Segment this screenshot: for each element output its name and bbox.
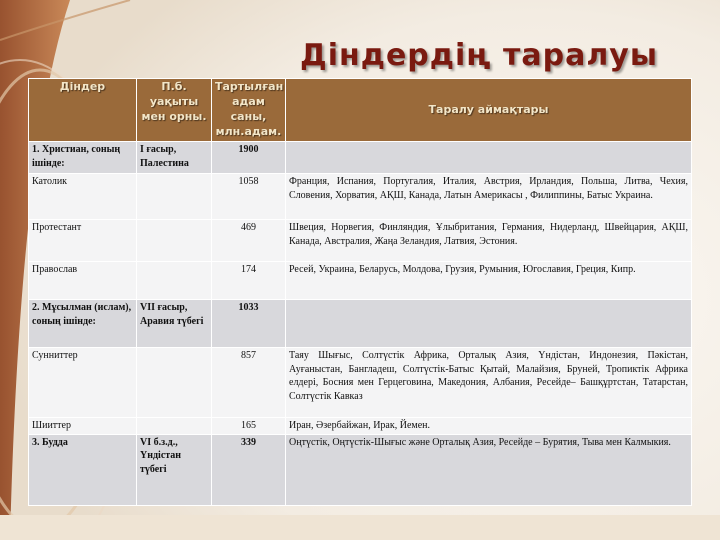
cell-regions: Таяу Шығыс, Солтүстік Африка, Орталық Азия, Үндістан, Индонезия, Пәкістан, Ауғаныстан, Бангладеш, Солтүстік-Батыс Қытай, Малайзия, Бруней, Тропиктік Африка елдері, Босния мен Герцеговина, Македония, Албания, Ресейде– Башқұртстан, Татарстан, Солтүстік Кавказ	[286, 348, 692, 418]
cell-origin	[137, 262, 212, 300]
cell-religion: Сунниттер	[29, 348, 137, 418]
cell-religion: Шииттер	[29, 418, 137, 435]
table-row	[29, 174, 692, 220]
cell-origin: VI б.з.д., Үндістан түбегі	[137, 434, 212, 506]
cell-regions: Франция, Испания, Португалия, Италия, Австрия, Ирландия, Польша, Литва, Чехия, Словения, Хорватия, АҚШ, Канада, Латын Америкасы , Филиппины, Батыс Украина.	[286, 174, 692, 220]
cell-origin	[137, 418, 212, 435]
cell-regions: Швеция, Норвегия, Финляндия, Ұлыбритания, Германия, Нидерланд, Швейцария, АҚШ, Канада, Австралия, Жаңа Зеландия, Латвия, Эстония.	[286, 220, 692, 262]
cell-origin	[137, 220, 212, 262]
table-row	[29, 418, 692, 435]
cell-count: 339	[212, 434, 286, 506]
cell-regions	[286, 300, 692, 348]
cell-count: 1033	[212, 300, 286, 348]
table-row	[29, 220, 692, 262]
cell-regions	[286, 142, 692, 174]
cell-religion: Протестант	[29, 220, 137, 262]
table-row	[29, 142, 692, 174]
header-regions: Таралу аймақтары	[286, 79, 692, 142]
table-row	[29, 262, 692, 300]
cell-count: 1058	[212, 174, 286, 220]
cell-count: 1900	[212, 142, 286, 174]
cell-origin: VII ғасыр, Аравия түбегі	[137, 300, 212, 348]
cell-origin: I ғасыр, Палестина	[137, 142, 212, 174]
slide-title: Діндердің таралуы	[300, 38, 658, 73]
cell-religion: 3. Будда	[29, 434, 137, 506]
cell-religion: 1. Христиан, соның ішінде:	[29, 142, 137, 174]
cell-religion: 2. Мұсылман (ислам), соның ішінде:	[29, 300, 137, 348]
header-religion: Діндер	[29, 79, 137, 142]
cell-count: 857	[212, 348, 286, 418]
cell-count: 165	[212, 418, 286, 435]
header-origin: П.б. уақыты мен орны.	[137, 79, 212, 142]
cell-regions: Ресей, Украина, Беларусь, Молдова, Грузия, Румыния, Югославия, Греция, Кипр.	[286, 262, 692, 300]
cell-origin	[137, 348, 212, 418]
cell-regions: Иран, Әзербайжан, Ирак, Йемен.	[286, 418, 692, 435]
table-row	[29, 348, 692, 418]
cell-regions: Оңтүстік, Оңтүстік-Шығыс және Орталық Азия, Ресейде – Бурятия, Тыва мен Калмыкия.	[286, 434, 692, 506]
table-row	[29, 434, 692, 506]
cell-origin	[137, 174, 212, 220]
cell-count: 174	[212, 262, 286, 300]
cell-count: 469	[212, 220, 286, 262]
table-header-row	[29, 79, 692, 142]
cell-religion: Православ	[29, 262, 137, 300]
table-row	[29, 300, 692, 348]
religions-table	[28, 78, 692, 506]
cell-religion: Католик	[29, 174, 137, 220]
header-count: Тартылған адам саны, млн.адам.	[212, 79, 286, 142]
